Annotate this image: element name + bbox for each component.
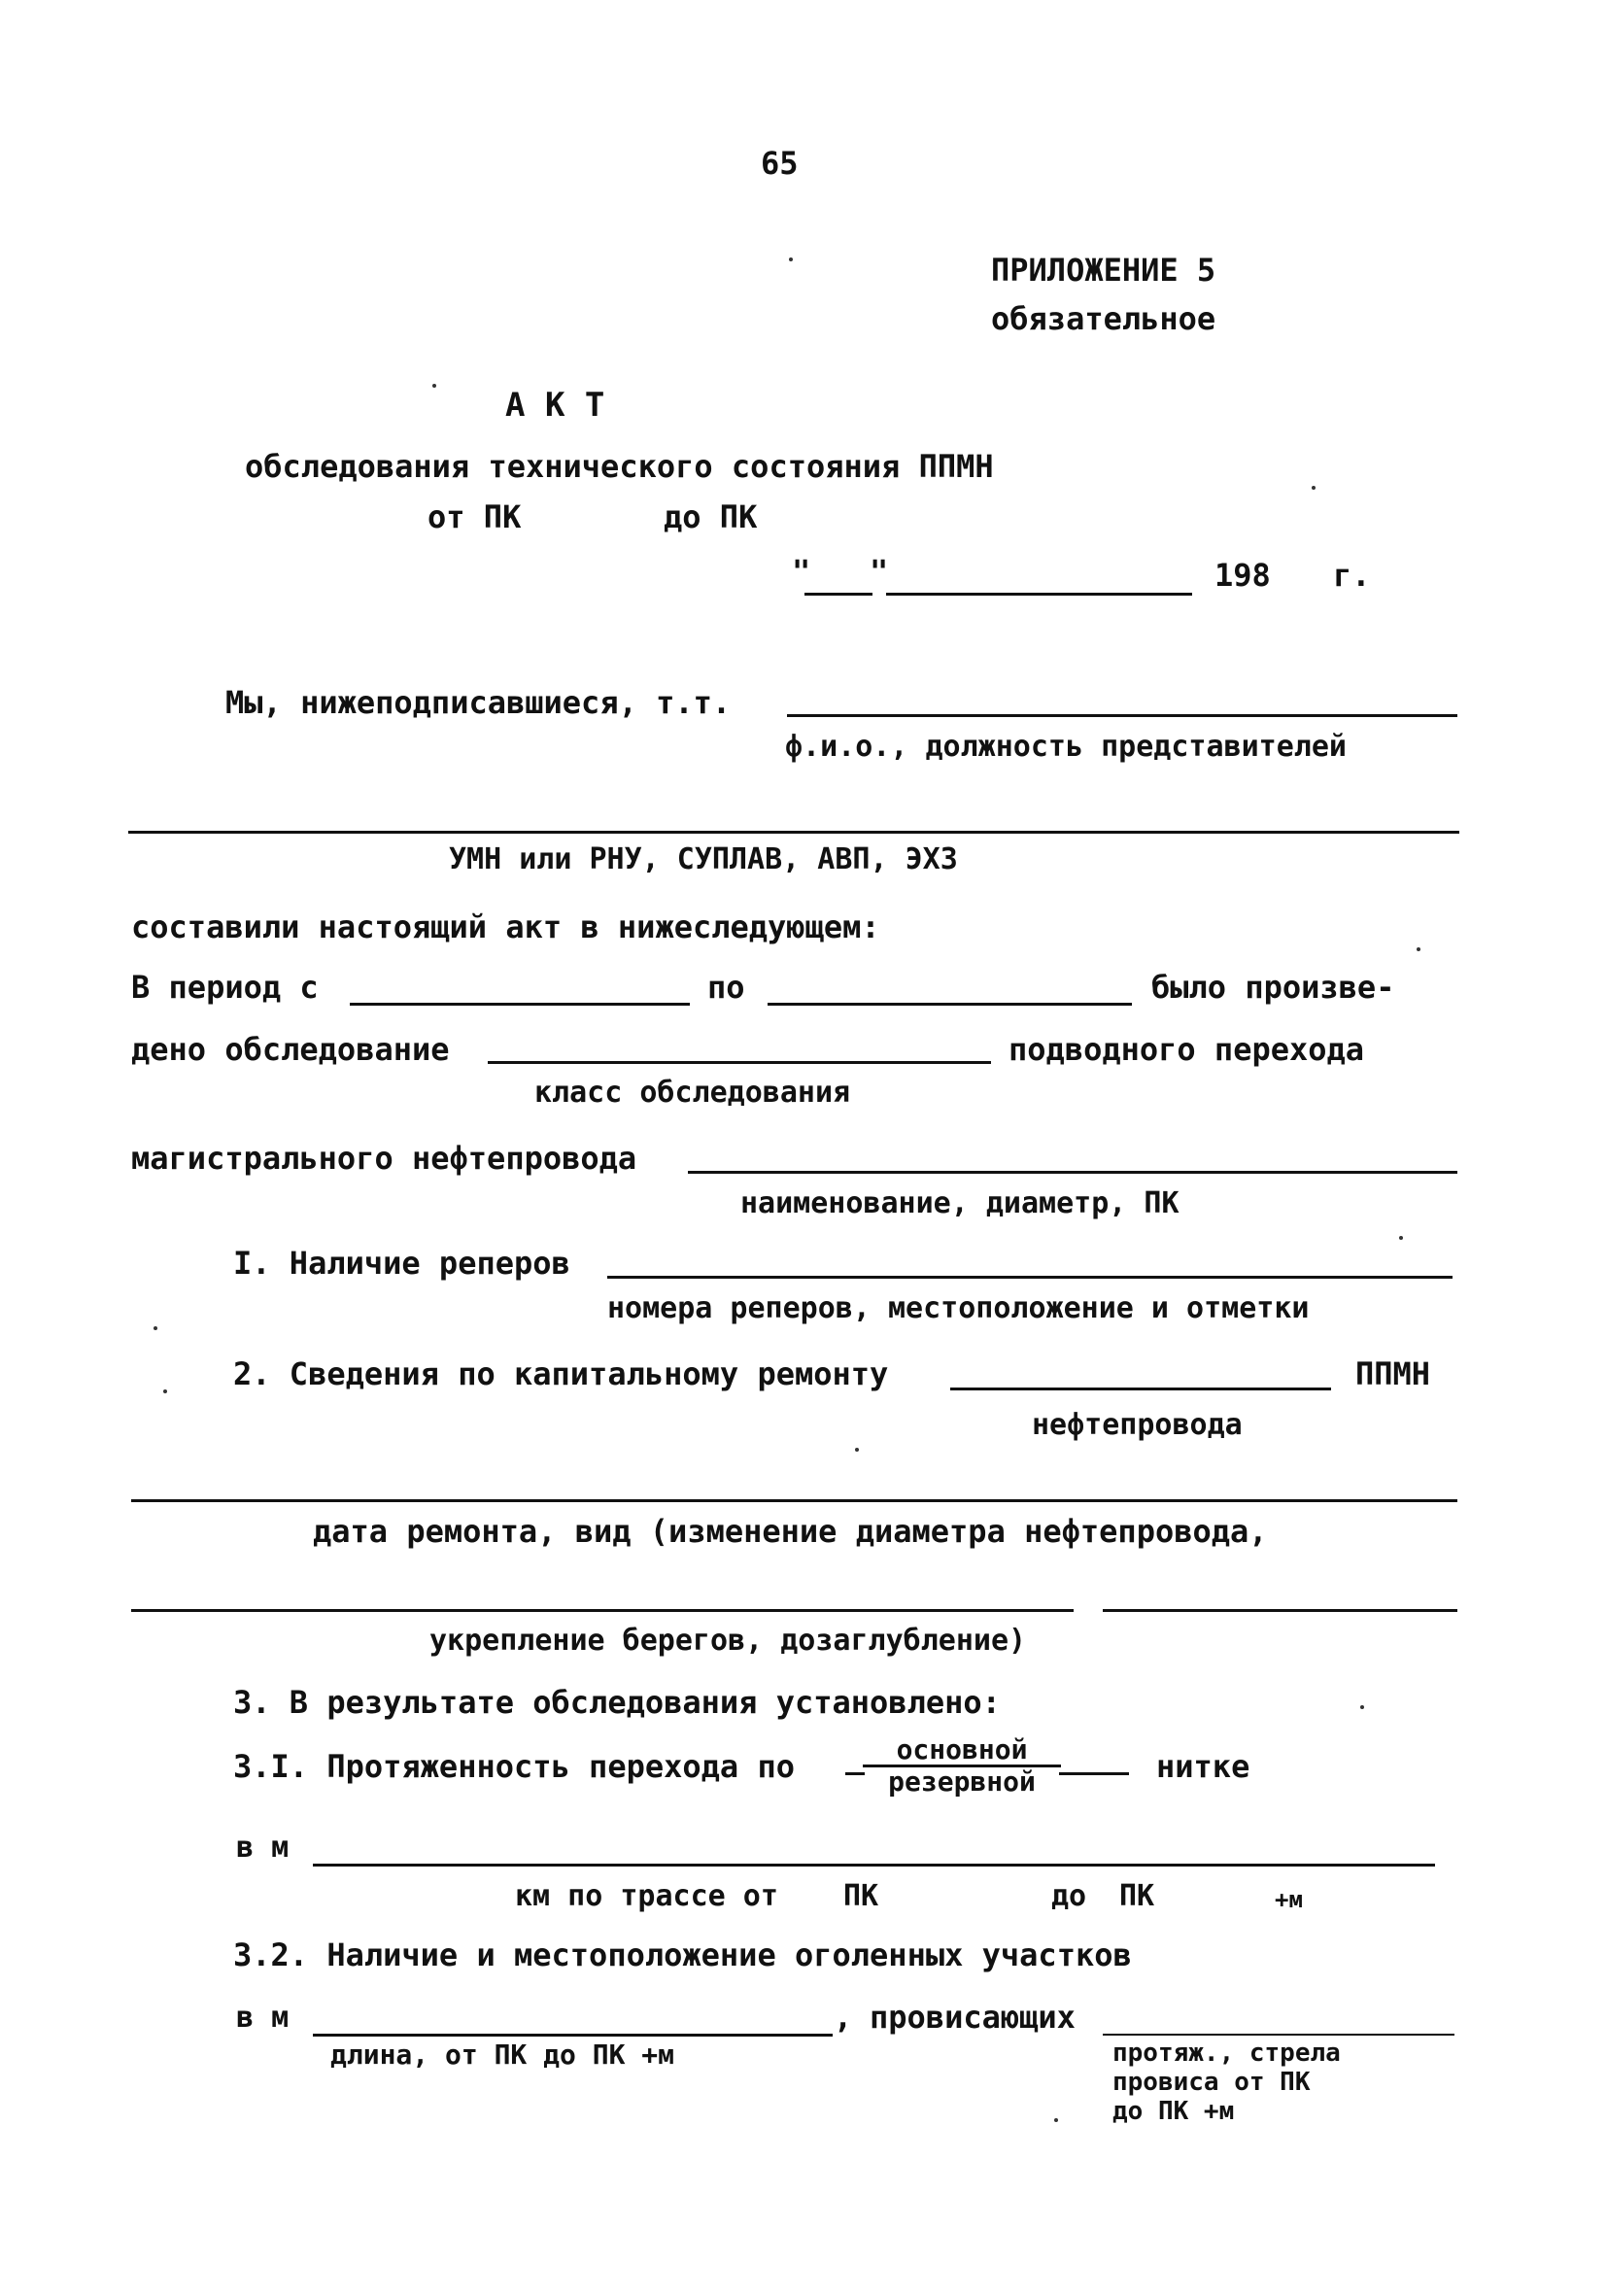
item31-unit: в м xyxy=(236,1831,290,1865)
date-year-suffix: г. xyxy=(1333,557,1371,594)
item32-sag-hint-3: до ПК +м xyxy=(1112,2097,1235,2126)
scan-speck xyxy=(1360,1705,1364,1709)
item31-fraction xyxy=(863,1735,1061,1797)
item2-hint-3: укрепление берегов, дозаглубление) xyxy=(429,1624,1027,1658)
item3-label: 3. В результате обследования установлено: xyxy=(233,1684,1001,1721)
item1-label: I. Наличие реперов xyxy=(233,1245,570,1282)
scan-speck xyxy=(1399,1236,1403,1240)
scan-speck xyxy=(154,1326,157,1330)
scan-speck xyxy=(432,384,436,388)
pipeline-label: магистрального нефтепровода xyxy=(131,1140,637,1177)
item31-line xyxy=(313,1864,1435,1867)
item31-hint-m: +м xyxy=(1275,1886,1303,1913)
document-title: А К Т xyxy=(505,386,605,425)
period-to-label: по xyxy=(707,969,745,1006)
item32-sag-hint-2: провиса от ПК xyxy=(1112,2068,1311,2097)
period-to-line xyxy=(768,1003,1132,1006)
range-from: от ПК xyxy=(427,498,522,535)
scan-speck xyxy=(855,1448,859,1452)
date-quote-open: " xyxy=(792,553,811,590)
appendix-label: ПРИЛОЖЕНИЕ 5 xyxy=(991,252,1216,289)
date-year: 198 xyxy=(1214,557,1271,594)
signers-line-2 xyxy=(128,831,1459,834)
item2-line xyxy=(950,1388,1331,1390)
item32-label: 3.2. Наличие и местоположение оголенных участков xyxy=(233,1936,1132,1973)
item32-sag-label: провисающих xyxy=(870,1999,1076,2036)
orgs-hint: УМН или РНУ, СУПЛАВ, АВП, ЭХЗ xyxy=(449,842,958,876)
item31-hint-do: до xyxy=(1051,1879,1087,1913)
item31-dash-left xyxy=(845,1772,865,1775)
item32-length-line xyxy=(313,2034,833,2037)
item2-line-3a xyxy=(131,1609,1074,1612)
item2-line-2 xyxy=(131,1499,1457,1502)
item31-dash-right xyxy=(1059,1772,1129,1775)
item32-length-hint: длина, от ПК до ПК +м xyxy=(330,2039,675,2071)
item31-numerator: основной xyxy=(863,1735,1061,1767)
item2-hint-2: дата ремонта, вид (изменение диаметра нефтепровода, xyxy=(313,1513,1268,1550)
pipeline-hint: наименование, диаметр, ПК xyxy=(740,1186,1180,1220)
range-to: до ПК xyxy=(664,498,758,535)
item1-hint: номера реперов, местоположение и отметки xyxy=(607,1291,1310,1325)
survey-label: дено обследование xyxy=(131,1031,450,1068)
scan-speck xyxy=(1417,947,1420,951)
appendix-status: обязательное xyxy=(991,300,1216,337)
item32-sag-line xyxy=(1103,2034,1454,2036)
period-from-label: В период с xyxy=(131,969,319,1006)
survey-class-line xyxy=(488,1061,991,1064)
crossing-text: подводного перехода xyxy=(1009,1031,1365,1068)
item31-hint-km: км по трассе от xyxy=(515,1879,778,1913)
pipeline-line xyxy=(688,1171,1457,1174)
signers-label: Мы, нижеподписавшиеся, т.т. xyxy=(225,684,732,721)
date-month-line xyxy=(886,593,1192,596)
signers-hint: ф.и.о., должность представителей xyxy=(785,730,1347,764)
item32-comma: , xyxy=(834,1999,853,2036)
item1-line xyxy=(607,1276,1453,1279)
item31-denominator: резервной xyxy=(888,1765,1036,1798)
item32-sag-hint-1: протяж., стрела xyxy=(1112,2039,1341,2068)
date-quote-close: " xyxy=(870,553,889,590)
item2-tail: ППМН xyxy=(1355,1355,1431,1392)
scan-speck xyxy=(1312,486,1316,490)
period-line-end: было произве- xyxy=(1151,969,1395,1006)
item2-label: 2. Сведения по капитальному ремонту xyxy=(233,1355,889,1392)
document-subtitle: обследования технического состояния ППМН xyxy=(245,448,994,485)
item32-unit: в м xyxy=(236,2001,290,2035)
survey-class-hint: класс обследования xyxy=(534,1076,851,1110)
scan-speck xyxy=(163,1389,167,1393)
date-day-line xyxy=(804,593,872,596)
item2-hint: нефтепровода xyxy=(1032,1408,1243,1442)
item31-hint-pk2: ПК xyxy=(1119,1879,1155,1913)
signers-line xyxy=(787,714,1457,717)
item31-hint-pk1: ПК xyxy=(843,1879,879,1913)
page-number: 65 xyxy=(761,145,799,182)
period-from-line xyxy=(350,1003,690,1006)
composed-text: составили настоящий акт в нижеследующем: xyxy=(131,908,880,945)
scan-speck xyxy=(1054,2118,1058,2122)
item31-label: 3.I. Протяженность перехода по xyxy=(233,1748,795,1785)
item2-line-3b xyxy=(1103,1609,1457,1612)
scan-speck xyxy=(789,257,793,261)
item31-tail: нитке xyxy=(1156,1748,1250,1785)
